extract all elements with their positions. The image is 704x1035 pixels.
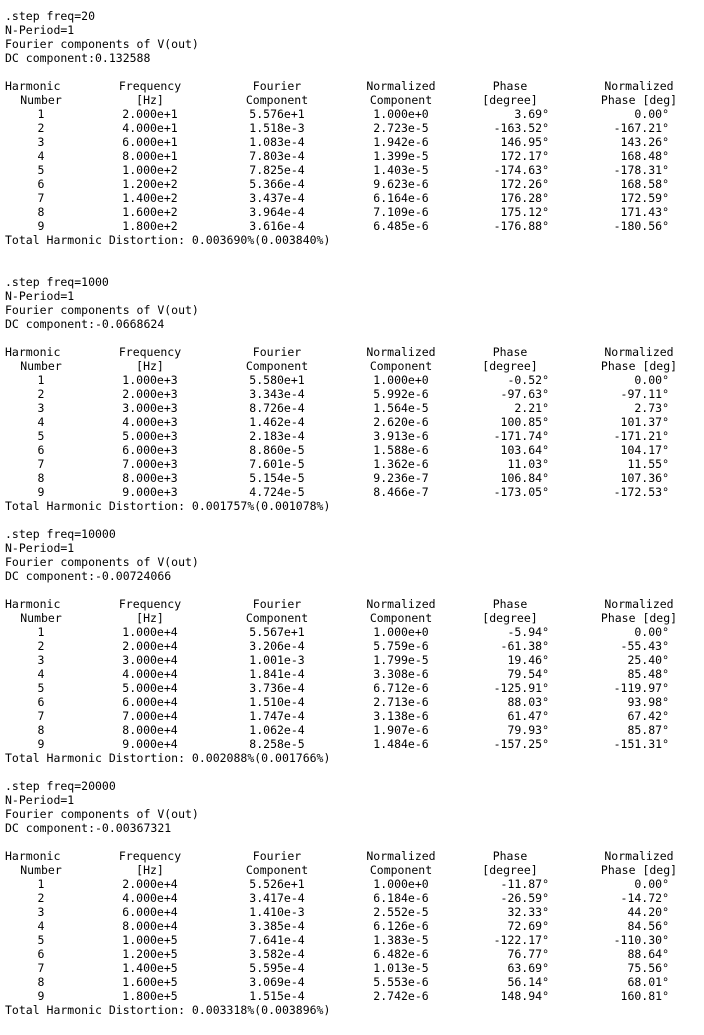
cell-phase: 103.64° — [500, 443, 549, 457]
cell-frequency: 1.000e+5 — [122, 933, 178, 947]
header-component: Component — [245, 359, 309, 373]
header-number: Number — [20, 611, 62, 625]
cell-frequency: 7.000e+4 — [122, 709, 178, 723]
cell-phase: 32.33° — [507, 905, 549, 919]
cell-frequency: 8.000e+1 — [122, 149, 178, 163]
cell-normalized-phase: 0.00° — [634, 877, 669, 891]
cell-fourier-component: 3.417e-4 — [249, 891, 305, 905]
cell-frequency: 8.000e+3 — [122, 471, 178, 485]
cell-normalized-component: 1.013e-5 — [373, 961, 429, 975]
header-phase: Phase — [492, 79, 528, 93]
header-hz: [Hz] — [136, 611, 164, 625]
cell-harmonic-number: 9 — [37, 485, 45, 499]
header-degree: [degree] — [482, 359, 538, 373]
cell-harmonic-number: 7 — [37, 709, 45, 723]
cell-normalized-component: 1.399e-5 — [373, 149, 429, 163]
header-norm-component: Component — [369, 359, 433, 373]
cell-normalized-component: 9.623e-6 — [373, 177, 429, 191]
header-phase: Phase — [492, 597, 528, 611]
cell-fourier-component: 5.580e+1 — [249, 373, 305, 387]
cell-normalized-phase: 107.36° — [620, 471, 669, 485]
cell-harmonic-number: 3 — [37, 401, 45, 415]
cell-fourier-component: 3.582e-4 — [249, 947, 305, 961]
cell-phase: 88.03° — [507, 695, 549, 709]
cell-harmonic-number: 7 — [37, 191, 45, 205]
cell-harmonic-number: 6 — [37, 443, 45, 457]
cell-normalized-phase: 0.00° — [634, 107, 669, 121]
cell-fourier-component: 5.576e+1 — [249, 107, 305, 121]
header-frequency: Frequency — [118, 79, 182, 93]
cell-harmonic-number: 9 — [37, 219, 45, 233]
cell-normalized-component: 1.000e+0 — [373, 373, 429, 387]
cell-normalized-phase: 168.48° — [620, 149, 669, 163]
cell-frequency: 4.000e+4 — [122, 667, 178, 681]
cell-frequency: 4.000e+4 — [122, 891, 178, 905]
cell-frequency: 1.000e+3 — [122, 373, 178, 387]
cell-harmonic-number: 5 — [37, 163, 45, 177]
header-component: Component — [245, 93, 309, 107]
cell-frequency: 2.000e+3 — [122, 387, 178, 401]
cell-phase: 100.85° — [500, 415, 549, 429]
cell-normalized-component: 5.759e-6 — [373, 639, 429, 653]
cell-normalized-component: 2.552e-5 — [373, 905, 429, 919]
header-harmonic: Harmonic — [5, 849, 61, 863]
period-line: N-Period=1 — [5, 541, 75, 555]
cell-normalized-component: 6.485e-6 — [373, 219, 429, 233]
cell-phase: -125.91° — [493, 681, 549, 695]
cell-harmonic-number: 4 — [37, 919, 45, 933]
cell-harmonic-number: 2 — [37, 387, 45, 401]
cell-phase: -0.52° — [507, 373, 549, 387]
header-normalized: Normalized — [366, 849, 436, 863]
cell-fourier-component: 3.343e-4 — [249, 387, 305, 401]
header-degree: [degree] — [482, 863, 538, 877]
cell-fourier-component: 2.183e-4 — [249, 429, 305, 443]
cell-frequency: 1.200e+5 — [122, 947, 178, 961]
cell-phase: -171.74° — [493, 429, 549, 443]
cell-normalized-phase: 11.55° — [627, 457, 669, 471]
cell-normalized-phase: 2.73° — [634, 401, 669, 415]
cell-normalized-component: 1.000e+0 — [373, 625, 429, 639]
cell-phase: 148.94° — [500, 989, 549, 1003]
cell-phase: -5.94° — [507, 625, 549, 639]
header-norm-phase: Phase [deg] — [600, 611, 678, 625]
cell-phase: 106.84° — [500, 471, 549, 485]
cell-normalized-component: 1.588e-6 — [373, 443, 429, 457]
cell-frequency: 5.000e+4 — [122, 681, 178, 695]
cell-normalized-component: 3.138e-6 — [373, 709, 429, 723]
cell-fourier-component: 3.964e-4 — [249, 205, 305, 219]
cell-frequency: 6.000e+3 — [122, 443, 178, 457]
cell-normalized-component: 1.000e+0 — [373, 107, 429, 121]
cell-fourier-component: 1.841e-4 — [249, 667, 305, 681]
header-degree: [degree] — [482, 93, 538, 107]
cell-phase: 2.21° — [514, 401, 549, 415]
cell-phase: 176.28° — [500, 191, 549, 205]
cell-normalized-component: 3.308e-6 — [373, 667, 429, 681]
cell-frequency: 9.000e+3 — [122, 485, 178, 499]
cell-harmonic-number: 4 — [37, 667, 45, 681]
cell-normalized-component: 7.109e-6 — [373, 205, 429, 219]
cell-normalized-phase: -180.56° — [613, 219, 669, 233]
cell-phase: 56.14° — [507, 975, 549, 989]
dc-component: DC component:-0.00367321 — [5, 821, 172, 835]
header-fourier: Fourier — [252, 345, 302, 359]
cell-fourier-component: 7.803e-4 — [249, 149, 305, 163]
cell-harmonic-number: 2 — [37, 121, 45, 135]
cell-harmonic-number: 9 — [37, 737, 45, 751]
dc-component: DC component:-0.00724066 — [5, 569, 172, 583]
cell-phase: 19.46° — [507, 653, 549, 667]
cell-fourier-component: 4.724e-5 — [249, 485, 305, 499]
cell-phase: -61.38° — [500, 639, 549, 653]
cell-normalized-component: 1.907e-6 — [373, 723, 429, 737]
cell-normalized-component: 2.723e-5 — [373, 121, 429, 135]
cell-normalized-phase: -110.30° — [613, 933, 669, 947]
cell-harmonic-number: 1 — [37, 877, 45, 891]
cell-phase: -122.17° — [493, 933, 549, 947]
cell-normalized-phase: 0.00° — [634, 625, 669, 639]
cell-fourier-component: 8.726e-4 — [249, 401, 305, 415]
cell-fourier-component: 1.083e-4 — [249, 135, 305, 149]
cell-harmonic-number: 2 — [37, 639, 45, 653]
header-harmonic: Harmonic — [5, 345, 61, 359]
cell-normalized-component: 8.466e-7 — [373, 485, 429, 499]
header-normalized: Normalized — [366, 597, 436, 611]
header-frequency: Frequency — [118, 597, 182, 611]
total-harmonic-distortion: Total Harmonic Distortion: 0.003690%(0.003840%) — [5, 233, 331, 247]
cell-frequency: 8.000e+4 — [122, 723, 178, 737]
cell-normalized-component: 2.620e-6 — [373, 415, 429, 429]
header-component: Component — [245, 863, 309, 877]
cell-frequency: 2.000e+4 — [122, 639, 178, 653]
cell-phase: -163.52° — [493, 121, 549, 135]
step-line: .step freq=20 — [5, 9, 96, 23]
cell-frequency: 1.000e+4 — [122, 625, 178, 639]
cell-fourier-component: 1.518e-3 — [249, 121, 305, 135]
cell-fourier-component: 3.736e-4 — [249, 681, 305, 695]
cell-normalized-component: 1.000e+0 — [373, 877, 429, 891]
cell-fourier-component: 1.462e-4 — [249, 415, 305, 429]
cell-phase: -174.63° — [493, 163, 549, 177]
cell-harmonic-number: 6 — [37, 177, 45, 191]
cell-fourier-component: 1.747e-4 — [249, 709, 305, 723]
cell-harmonic-number: 2 — [37, 891, 45, 905]
header-fourier: Fourier — [252, 79, 302, 93]
header-normalized: Normalized — [366, 345, 436, 359]
cell-phase: -176.88° — [493, 219, 549, 233]
cell-frequency: 4.000e+1 — [122, 121, 178, 135]
cell-normalized-phase: -55.43° — [620, 639, 669, 653]
period-line: N-Period=1 — [5, 289, 75, 303]
header-normalized: Normalized — [366, 79, 436, 93]
cell-normalized-phase: -151.31° — [613, 737, 669, 751]
header-norm-phase: Phase [deg] — [600, 863, 678, 877]
cell-normalized-component: 6.126e-6 — [373, 919, 429, 933]
cell-fourier-component: 8.860e-5 — [249, 443, 305, 457]
header-frequency: Frequency — [118, 849, 182, 863]
cell-normalized-phase: 25.40° — [627, 653, 669, 667]
cell-harmonic-number: 5 — [37, 681, 45, 695]
header-norm-phase-top: Normalized — [604, 597, 674, 611]
cell-normalized-component: 6.712e-6 — [373, 681, 429, 695]
cell-phase: 79.54° — [507, 667, 549, 681]
cell-harmonic-number: 6 — [37, 947, 45, 961]
cell-normalized-phase: 85.48° — [627, 667, 669, 681]
cell-frequency: 9.000e+4 — [122, 737, 178, 751]
cell-frequency: 6.000e+4 — [122, 905, 178, 919]
cell-frequency: 1.600e+5 — [122, 975, 178, 989]
cell-fourier-component: 5.154e-5 — [249, 471, 305, 485]
header-norm-component: Component — [369, 93, 433, 107]
cell-harmonic-number: 7 — [37, 961, 45, 975]
header-hz: [Hz] — [136, 359, 164, 373]
cell-harmonic-number: 3 — [37, 135, 45, 149]
cell-normalized-phase: 168.58° — [620, 177, 669, 191]
cell-normalized-component: 6.184e-6 — [373, 891, 429, 905]
cell-normalized-component: 1.383e-5 — [373, 933, 429, 947]
cell-phase: -11.87° — [500, 877, 549, 891]
header-hz: [Hz] — [136, 93, 164, 107]
cell-harmonic-number: 8 — [37, 975, 45, 989]
cell-phase: 79.93° — [507, 723, 549, 737]
header-harmonic: Harmonic — [5, 79, 61, 93]
cell-normalized-phase: 84.56° — [627, 919, 669, 933]
header-number: Number — [20, 359, 62, 373]
cell-normalized-phase: 67.42° — [627, 709, 669, 723]
cell-frequency: 5.000e+3 — [122, 429, 178, 443]
header-frequency: Frequency — [118, 345, 182, 359]
cell-fourier-component: 3.206e-4 — [249, 639, 305, 653]
cell-normalized-component: 1.362e-6 — [373, 457, 429, 471]
header-phase: Phase — [492, 345, 528, 359]
cell-harmonic-number: 5 — [37, 933, 45, 947]
fourier-title: Fourier components of V(out) — [5, 555, 199, 569]
cell-normalized-component: 1.942e-6 — [373, 135, 429, 149]
cell-harmonic-number: 3 — [37, 653, 45, 667]
period-line: N-Period=1 — [5, 23, 75, 37]
cell-phase: -157.25° — [493, 737, 549, 751]
cell-frequency: 1.800e+5 — [122, 989, 178, 1003]
cell-normalized-phase: 93.98° — [627, 695, 669, 709]
cell-fourier-component: 3.616e-4 — [249, 219, 305, 233]
cell-frequency: 8.000e+4 — [122, 919, 178, 933]
cell-fourier-component: 7.601e-5 — [249, 457, 305, 471]
cell-normalized-phase: 85.87° — [627, 723, 669, 737]
cell-normalized-component: 1.799e-5 — [373, 653, 429, 667]
cell-normalized-phase: -167.21° — [613, 121, 669, 135]
cell-harmonic-number: 1 — [37, 107, 45, 121]
cell-harmonic-number: 5 — [37, 429, 45, 443]
cell-fourier-component: 5.526e+1 — [249, 877, 305, 891]
cell-phase: 146.95° — [500, 135, 549, 149]
fourier-title: Fourier components of V(out) — [5, 37, 199, 51]
header-fourier: Fourier — [252, 849, 302, 863]
cell-normalized-component: 5.992e-6 — [373, 387, 429, 401]
cell-fourier-component: 5.567e+1 — [249, 625, 305, 639]
header-harmonic: Harmonic — [5, 597, 61, 611]
cell-normalized-component: 2.713e-6 — [373, 695, 429, 709]
step-line: .step freq=1000 — [5, 275, 109, 289]
cell-frequency: 7.000e+3 — [122, 457, 178, 471]
cell-phase: 63.69° — [507, 961, 549, 975]
cell-normalized-phase: -119.97° — [613, 681, 669, 695]
cell-frequency: 1.200e+2 — [122, 177, 178, 191]
cell-normalized-phase: 143.26° — [620, 135, 669, 149]
header-phase: Phase — [492, 849, 528, 863]
header-norm-component: Component — [369, 863, 433, 877]
cell-fourier-component: 7.825e-4 — [249, 163, 305, 177]
cell-normalized-component: 5.553e-6 — [373, 975, 429, 989]
cell-normalized-component: 2.742e-6 — [373, 989, 429, 1003]
total-harmonic-distortion: Total Harmonic Distortion: 0.003318%(0.003896%) — [5, 1003, 331, 1017]
cell-normalized-component: 6.164e-6 — [373, 191, 429, 205]
cell-phase: -173.05° — [493, 485, 549, 499]
dc-component: DC component:0.132588 — [5, 51, 151, 65]
cell-frequency: 6.000e+4 — [122, 695, 178, 709]
cell-fourier-component: 3.437e-4 — [249, 191, 305, 205]
cell-harmonic-number: 8 — [37, 205, 45, 219]
cell-frequency: 1.400e+2 — [122, 191, 178, 205]
header-norm-phase-top: Normalized — [604, 849, 674, 863]
header-norm-phase: Phase [deg] — [600, 359, 678, 373]
cell-normalized-phase: 104.17° — [620, 443, 669, 457]
cell-phase: 175.12° — [500, 205, 549, 219]
cell-normalized-phase: 44.20° — [627, 905, 669, 919]
cell-fourier-component: 1.510e-4 — [249, 695, 305, 709]
cell-frequency: 1.600e+2 — [122, 205, 178, 219]
header-norm-phase-top: Normalized — [604, 345, 674, 359]
header-degree: [degree] — [482, 611, 538, 625]
cell-normalized-phase: -97.11° — [620, 387, 669, 401]
cell-normalized-phase: -172.53° — [613, 485, 669, 499]
cell-phase: -26.59° — [500, 891, 549, 905]
cell-normalized-component: 1.403e-5 — [373, 163, 429, 177]
cell-harmonic-number: 8 — [37, 471, 45, 485]
header-fourier: Fourier — [252, 597, 302, 611]
header-norm-phase-top: Normalized — [604, 79, 674, 93]
cell-frequency: 3.000e+4 — [122, 653, 178, 667]
cell-harmonic-number: 3 — [37, 905, 45, 919]
cell-harmonic-number: 8 — [37, 723, 45, 737]
cell-frequency: 4.000e+3 — [122, 415, 178, 429]
cell-normalized-component: 1.564e-5 — [373, 401, 429, 415]
cell-fourier-component: 1.062e-4 — [249, 723, 305, 737]
cell-phase: 3.69° — [514, 107, 549, 121]
step-line: .step freq=20000 — [5, 779, 116, 793]
cell-normalized-component: 3.913e-6 — [373, 429, 429, 443]
cell-normalized-phase: 68.01° — [627, 975, 669, 989]
cell-normalized-phase: -14.72° — [620, 891, 669, 905]
cell-fourier-component: 1.001e-3 — [249, 653, 305, 667]
cell-harmonic-number: 4 — [37, 149, 45, 163]
cell-fourier-component: 3.069e-4 — [249, 975, 305, 989]
cell-fourier-component: 7.641e-4 — [249, 933, 305, 947]
cell-phase: 76.77° — [507, 947, 549, 961]
cell-frequency: 6.000e+1 — [122, 135, 178, 149]
cell-fourier-component: 3.385e-4 — [249, 919, 305, 933]
cell-frequency: 3.000e+3 — [122, 401, 178, 415]
cell-harmonic-number: 6 — [37, 695, 45, 709]
cell-fourier-component: 5.366e-4 — [249, 177, 305, 191]
header-component: Component — [245, 611, 309, 625]
fourier-title: Fourier components of V(out) — [5, 303, 199, 317]
cell-normalized-phase: 171.43° — [620, 205, 669, 219]
cell-normalized-phase: 88.64° — [627, 947, 669, 961]
cell-normalized-phase: 0.00° — [634, 373, 669, 387]
cell-normalized-component: 9.236e-7 — [373, 471, 429, 485]
header-hz: [Hz] — [136, 863, 164, 877]
cell-fourier-component: 8.258e-5 — [249, 737, 305, 751]
header-norm-phase: Phase [deg] — [600, 93, 678, 107]
period-line: N-Period=1 — [5, 793, 75, 807]
cell-harmonic-number: 1 — [37, 625, 45, 639]
fourier-title: Fourier components of V(out) — [5, 807, 199, 821]
cell-frequency: 1.800e+2 — [122, 219, 178, 233]
cell-fourier-component: 1.410e-3 — [249, 905, 305, 919]
cell-phase: 11.03° — [507, 457, 549, 471]
cell-normalized-phase: -171.21° — [613, 429, 669, 443]
cell-harmonic-number: 1 — [37, 373, 45, 387]
dc-component: DC component:-0.0668624 — [5, 317, 165, 331]
cell-phase: 172.17° — [500, 149, 549, 163]
cell-phase: 172.26° — [500, 177, 549, 191]
step-line: .step freq=10000 — [5, 527, 116, 541]
header-number: Number — [20, 93, 62, 107]
total-harmonic-distortion: Total Harmonic Distortion: 0.001757%(0.001078%) — [5, 499, 331, 513]
cell-frequency: 2.000e+4 — [122, 877, 178, 891]
cell-harmonic-number: 7 — [37, 457, 45, 471]
cell-normalized-phase: 101.37° — [620, 415, 669, 429]
cell-phase: 61.47° — [507, 709, 549, 723]
cell-phase: 72.69° — [507, 919, 549, 933]
cell-normalized-phase: 160.81° — [620, 989, 669, 1003]
cell-frequency: 2.000e+1 — [122, 107, 178, 121]
header-norm-component: Component — [369, 611, 433, 625]
cell-harmonic-number: 9 — [37, 989, 45, 1003]
total-harmonic-distortion: Total Harmonic Distortion: 0.002088%(0.001766%) — [5, 751, 331, 765]
cell-normalized-phase: -178.31° — [613, 163, 669, 177]
cell-harmonic-number: 4 — [37, 415, 45, 429]
cell-normalized-component: 1.484e-6 — [373, 737, 429, 751]
header-number: Number — [20, 863, 62, 877]
cell-phase: -97.63° — [500, 387, 549, 401]
cell-normalized-phase: 172.59° — [620, 191, 669, 205]
cell-normalized-phase: 75.56° — [627, 961, 669, 975]
cell-normalized-component: 6.482e-6 — [373, 947, 429, 961]
cell-fourier-component: 1.515e-4 — [249, 989, 305, 1003]
cell-frequency: 1.400e+5 — [122, 961, 178, 975]
cell-fourier-component: 5.595e-4 — [249, 961, 305, 975]
cell-frequency: 1.000e+2 — [122, 163, 178, 177]
